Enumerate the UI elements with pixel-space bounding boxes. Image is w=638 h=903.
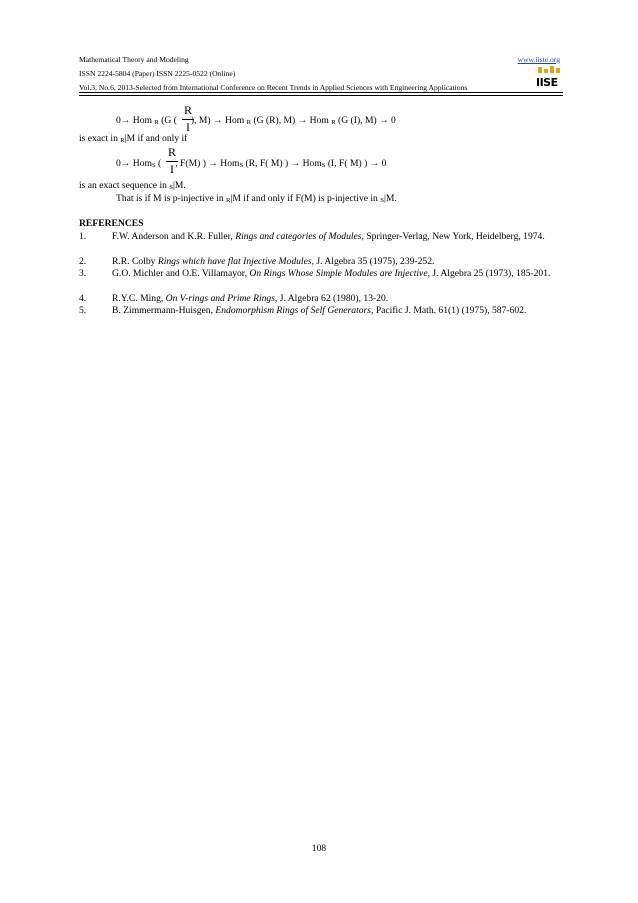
header-rule-thick: [79, 92, 563, 93]
exact-sequence-line: is an exact sequence in S|M.: [79, 180, 186, 191]
exact-condition-line: is exact in R|M if and only if: [79, 133, 188, 144]
header-rule-thin: [79, 95, 563, 96]
reference-number: 5.: [79, 305, 87, 316]
eq2-fraction-numerator: R: [167, 145, 176, 159]
eq1-fraction-numerator: R: [183, 103, 192, 117]
reference-number: 2.: [79, 256, 87, 267]
reference-number: 3.: [79, 268, 87, 279]
volume-line: Vol.3, No.6, 2013-Selected from International Conference on Recent Trends in Applied Sciences with Engineering Applications: [79, 83, 468, 92]
reference-number: 4.: [79, 293, 87, 304]
reference-number: 1.: [79, 231, 87, 242]
issn-line: ISSN 2224-5804 (Paper) ISSN 2225-0522 (Online): [79, 69, 236, 78]
p-injective-statement: That is if M is p-injective in R|M if and only if F(M) is p-injective in S|M.: [116, 193, 397, 204]
equation-2: 0→ HomS ( , F(M) ) → HomS (R, F( M) ) → HomS (I, F( M) ) → 0: [116, 158, 387, 169]
eq2-fraction-denominator: I: [170, 162, 174, 176]
reference-item: G.O. Michler and O.E. Villamayor, On Rings Whose Simple Modules are Injective, J. Algebra 25 (1973), 185-201.: [112, 268, 551, 279]
reference-item: R.Y.C. Ming, On V-rings and Prime Rings, J. Algebra 62 (1980), 13-20.: [112, 293, 389, 304]
journal-title: Mathematical Theory and Modeling: [79, 55, 189, 64]
reference-item: R.R. Colby Rings which have flat Injective Modules, J. Algebra 35 (1975), 239-252.: [112, 256, 435, 267]
references-heading: REFERENCES: [79, 218, 144, 229]
page-number: 108: [311, 843, 327, 854]
reference-item: F.W. Anderson and K.R. Fuller, Rings and categories of Modules, Springer-Verlag, New York, Heidelberg, 1974.: [112, 231, 545, 242]
equation-1: 0→ Hom R (G ( ), M) → Hom R (G (R), M) → Hom R (G (I), M) → 0: [116, 115, 396, 126]
logo-text: IISE: [536, 76, 558, 89]
reference-item: B. Zimmermann-Huisgen, Endomorphism Rings of Self Generators, Pacific J. Math. 61(1) (1975), 587-602.: [112, 305, 527, 316]
journal-url-link[interactable]: www.iiste.org: [517, 55, 560, 64]
eq1-fraction-denominator: I: [186, 120, 190, 134]
